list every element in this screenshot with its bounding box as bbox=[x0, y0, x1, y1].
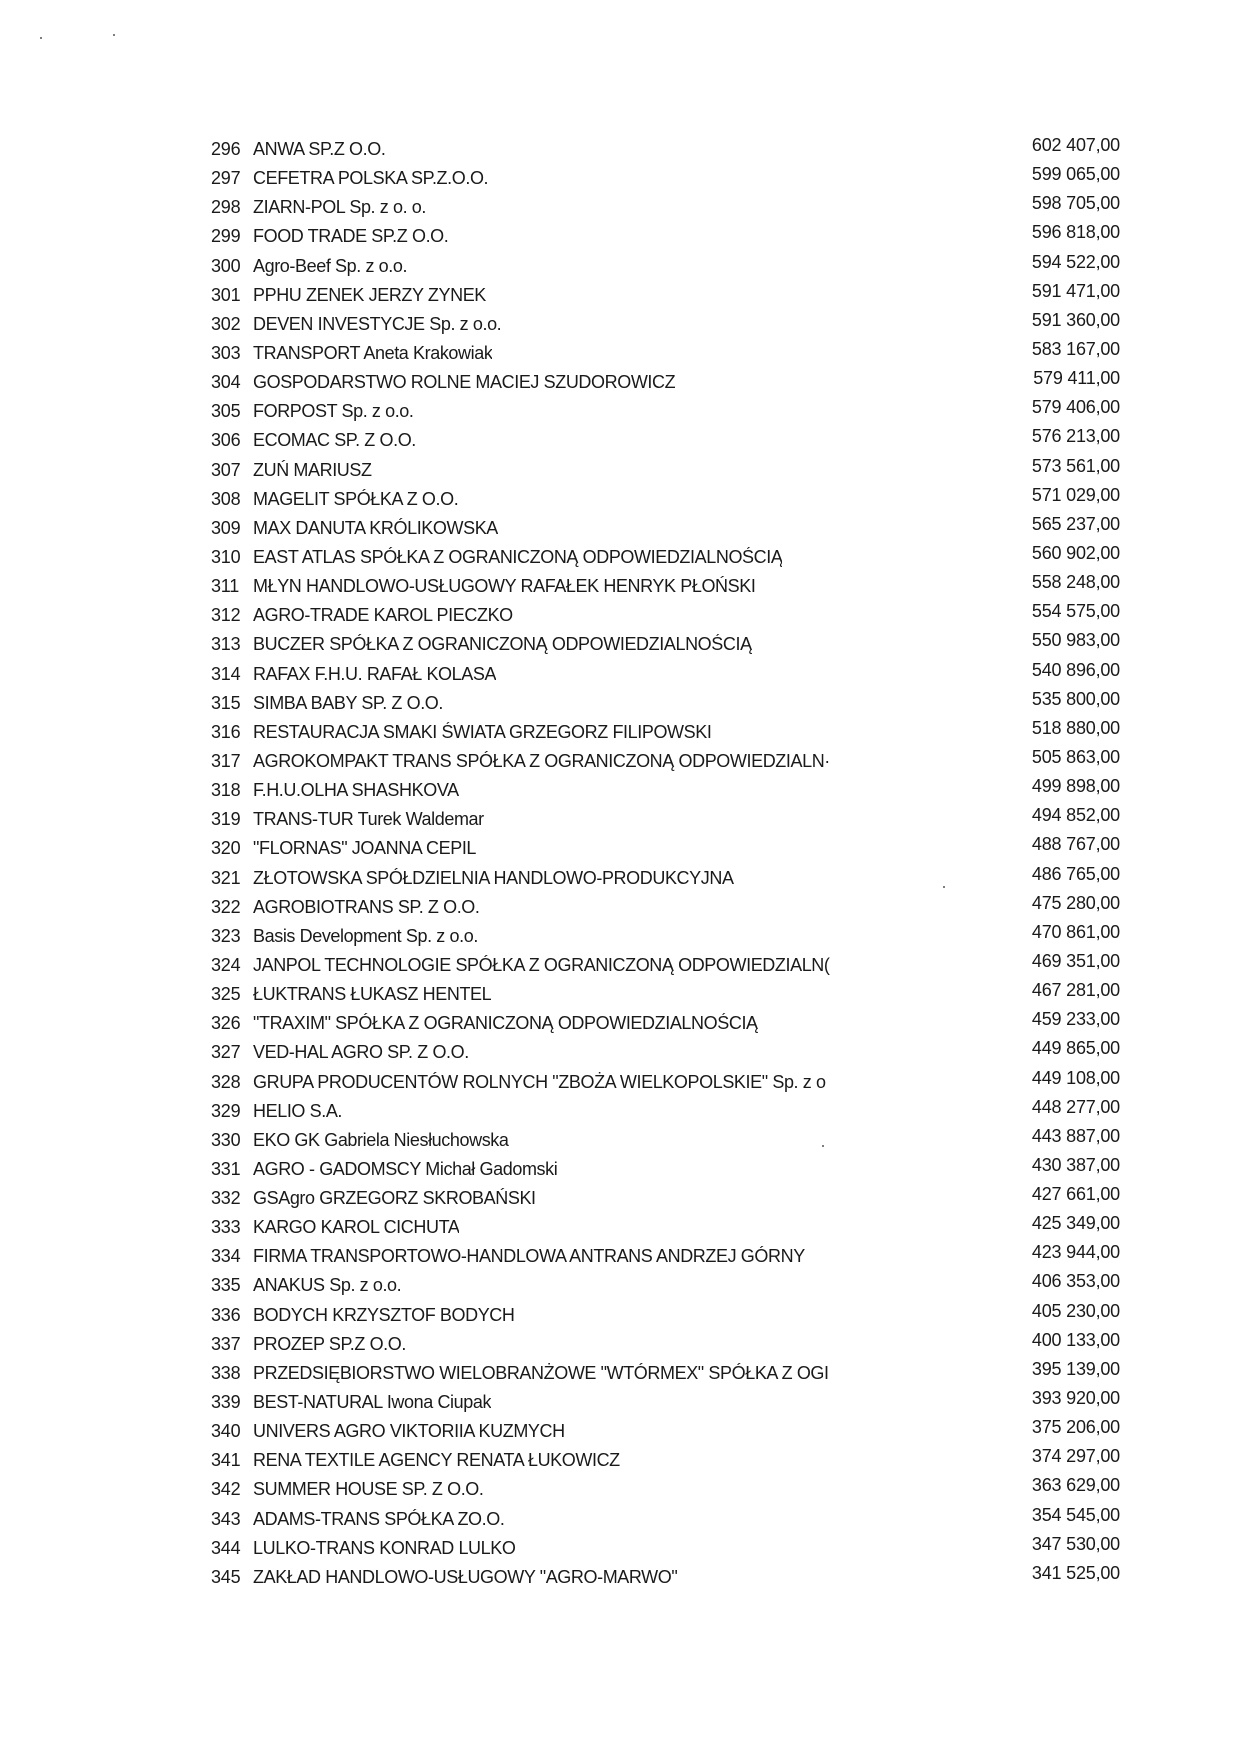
list-row bbox=[0, 1009, 1240, 1038]
amount-value: 499 898,00 bbox=[1031, 776, 1120, 797]
company-name: LULKO-TRANS KONRAD LULKO bbox=[253, 1537, 516, 1558]
row-number: 320 bbox=[211, 838, 241, 859]
row-number: 313 bbox=[211, 634, 241, 655]
company-name: CEFETRA POLSKA SP.Z.O.O. bbox=[253, 168, 489, 189]
company-name: JANPOL TECHNOLOGIE SPÓŁKA Z OGRANICZONĄ ODPOWIEDZIALN( bbox=[253, 954, 830, 975]
list-row bbox=[0, 1475, 1240, 1504]
list-row bbox=[0, 834, 1240, 863]
company-name: GSAgro GRZEGORZ SKROBAŃSKI bbox=[253, 1188, 536, 1209]
list-row bbox=[0, 1359, 1240, 1388]
row-number: 296 bbox=[211, 139, 241, 159]
row-number: 311 bbox=[211, 576, 240, 597]
company-name: "TRAXIM" SPÓŁKA Z OGRANICZONĄ ODPOWIEDZIALNOŚCIĄ bbox=[253, 1013, 758, 1034]
row-number: 308 bbox=[211, 488, 241, 509]
company-name: MAX DANUTA KRÓLIKOWSKA bbox=[253, 517, 498, 538]
row-number: 327 bbox=[211, 1042, 241, 1063]
row-number: 298 bbox=[211, 197, 241, 218]
amount-value: 591 471,00 bbox=[1031, 280, 1120, 301]
company-name: ZUŃ MARIUSZ bbox=[253, 459, 372, 480]
row-number: 321 bbox=[211, 867, 241, 888]
company-name: "FLORNAS" JOANNA CEPIL bbox=[253, 838, 477, 859]
amount-value: 594 522,00 bbox=[1031, 251, 1120, 272]
company-name: ŁUKTRANS ŁUKASZ HENTEL bbox=[253, 984, 492, 1005]
amount-value: 347 530,00 bbox=[1031, 1533, 1120, 1554]
company-name: TRANSPORT Aneta Krakowiak bbox=[253, 342, 493, 363]
row-number: 329 bbox=[211, 1100, 241, 1121]
amount-value: 449 108,00 bbox=[1031, 1067, 1120, 1088]
company-name: ZAKŁAD HANDLOWO-USŁUGOWY "AGRO-MARWO" bbox=[253, 1566, 678, 1587]
company-name: ZŁOTOWSKA SPÓŁDZIELNIA HANDLOWO-PRODUKCYJNA bbox=[253, 867, 734, 888]
row-number: 341 bbox=[211, 1450, 241, 1471]
amount-value: 583 167,00 bbox=[1031, 338, 1120, 359]
row-number: 339 bbox=[211, 1392, 241, 1413]
amount-value: 430 387,00 bbox=[1031, 1154, 1120, 1175]
amount-value: 423 944,00 bbox=[1031, 1242, 1120, 1263]
amount-value: 571 029,00 bbox=[1031, 484, 1120, 505]
list-row bbox=[0, 1184, 1240, 1213]
row-number: 303 bbox=[211, 342, 241, 363]
list-row bbox=[0, 1242, 1240, 1271]
row-number: 344 bbox=[211, 1537, 241, 1558]
list-row bbox=[0, 718, 1240, 747]
list-row bbox=[0, 1213, 1240, 1242]
row-number: 328 bbox=[211, 1071, 241, 1092]
company-name: BODYCH KRZYSZTOF BODYCH bbox=[253, 1304, 515, 1325]
company-name: EAST ATLAS SPÓŁKA Z OGRANICZONĄ ODPOWIEDZIALNOŚCIĄ bbox=[253, 546, 783, 567]
list-row bbox=[0, 864, 1240, 893]
amount-value: 354 545,00 bbox=[1031, 1504, 1120, 1525]
company-name: F.H.U.OLHA SHASHKOVA bbox=[253, 780, 459, 801]
amount-value: 443 887,00 bbox=[1031, 1125, 1120, 1146]
company-name: PPHU ZENEK JERZY ZYNEK bbox=[253, 284, 486, 305]
company-name: RAFAX F.H.U. RAFAŁ KOLASA bbox=[253, 663, 497, 684]
row-number: 302 bbox=[211, 313, 241, 334]
list-row bbox=[0, 164, 1240, 193]
company-name: DEVEN INVESTYCJE Sp. z o.o. bbox=[253, 313, 502, 334]
company-name: HELIO S.A. bbox=[253, 1100, 343, 1121]
amount-value: 579 406,00 bbox=[1031, 397, 1120, 418]
amount-value: 558 248,00 bbox=[1031, 572, 1120, 593]
list-row bbox=[0, 397, 1240, 426]
amount-value: 475 280,00 bbox=[1031, 892, 1120, 913]
amount-value: 579 411,00 bbox=[1033, 368, 1120, 389]
amount-value: 427 661,00 bbox=[1031, 1184, 1120, 1205]
row-number: 312 bbox=[211, 605, 241, 626]
row-number: 304 bbox=[211, 372, 241, 393]
company-name: RESTAURACJA SMAKI ŚWIATA GRZEGORZ FILIPOWSKI bbox=[253, 721, 712, 742]
row-number: 309 bbox=[211, 517, 241, 538]
company-name: Basis Development Sp. z o.o. bbox=[253, 925, 478, 946]
list-row bbox=[0, 514, 1240, 543]
row-number: 305 bbox=[211, 401, 241, 422]
company-name: FOOD TRADE SP.Z O.O. bbox=[253, 226, 449, 247]
company-name: PRZEDSIĘBIORSTWO WIELOBRANŻOWE "WTÓRMEX" SPÓŁKA Z OGI bbox=[253, 1362, 829, 1383]
company-amount-list bbox=[0, 135, 1240, 1592]
amount-value: 470 861,00 bbox=[1031, 921, 1120, 942]
amount-value: 576 213,00 bbox=[1031, 426, 1120, 447]
company-name: SUMMER HOUSE SP. Z O.O. bbox=[253, 1479, 484, 1500]
list-row bbox=[0, 805, 1240, 834]
list-row bbox=[0, 222, 1240, 251]
amount-value: 374 297,00 bbox=[1031, 1446, 1120, 1467]
company-name: GRUPA PRODUCENTÓW ROLNYCH "ZBOŻA WIELKOPOLSKIE" Sp. z o bbox=[253, 1071, 826, 1092]
company-name: AGRO-TRADE KAROL PIECZKO bbox=[253, 605, 513, 626]
amount-value: 599 065,00 bbox=[1031, 164, 1120, 185]
list-row bbox=[0, 1038, 1240, 1067]
row-number: 319 bbox=[211, 809, 241, 830]
company-name: SIMBA BABY SP. Z O.O. bbox=[253, 692, 444, 713]
amount-value: 406 353,00 bbox=[1031, 1271, 1120, 1292]
row-number: 323 bbox=[211, 925, 241, 946]
list-row bbox=[0, 368, 1240, 397]
amount-value: 395 139,00 bbox=[1031, 1358, 1120, 1379]
row-number: 316 bbox=[211, 721, 241, 742]
row-number: 325 bbox=[211, 984, 241, 1005]
scan-speck bbox=[113, 34, 115, 36]
amount-value: 565 237,00 bbox=[1031, 513, 1120, 534]
company-name: PROZEP SP.Z O.O. bbox=[253, 1333, 406, 1354]
list-row bbox=[0, 1126, 1240, 1155]
amount-value: 405 230,00 bbox=[1031, 1300, 1120, 1321]
company-name: BEST-NATURAL Iwona Ciupak bbox=[253, 1392, 492, 1413]
list-row bbox=[0, 1388, 1240, 1417]
amount-value: 518 880,00 bbox=[1031, 717, 1120, 738]
amount-value: 494 852,00 bbox=[1031, 805, 1120, 826]
list-row bbox=[0, 1505, 1240, 1534]
list-row bbox=[0, 1301, 1240, 1330]
list-row bbox=[0, 660, 1240, 689]
row-number: 338 bbox=[211, 1362, 241, 1383]
company-name: EKO GK Gabriela Niesłuchowska bbox=[253, 1129, 509, 1150]
amount-value: 467 281,00 bbox=[1031, 980, 1120, 1001]
scan-speck bbox=[40, 37, 42, 39]
amount-value: 488 767,00 bbox=[1031, 834, 1120, 855]
amount-value: 448 277,00 bbox=[1031, 1096, 1120, 1117]
company-name: ECOMAC SP. Z O.O. bbox=[253, 430, 416, 451]
company-name: AGROKOMPAKT TRANS SPÓŁKA Z OGRANICZONĄ ODPOWIEDZIALN· bbox=[253, 750, 830, 771]
list-row bbox=[0, 135, 1240, 164]
company-name: GOSPODARSTWO ROLNE MACIEJ SZUDOROWICZ bbox=[253, 372, 676, 393]
company-name: ZIARN-POL Sp. z o. o. bbox=[253, 197, 426, 218]
company-name: BUCZER SPÓŁKA Z OGRANICZONĄ ODPOWIEDZIALNOŚCIĄ bbox=[253, 634, 752, 655]
amount-value: 602 407,00 bbox=[1031, 135, 1120, 155]
amount-value: 505 863,00 bbox=[1031, 746, 1120, 767]
list-row bbox=[0, 456, 1240, 485]
company-name: VED-HAL AGRO SP. Z O.O. bbox=[253, 1042, 469, 1063]
company-name: RENA TEXTILE AGENCY RENATA ŁUKOWICZ bbox=[253, 1450, 620, 1471]
company-name: AGRO - GADOMSCY Michał Gadomski bbox=[253, 1158, 558, 1179]
list-row bbox=[0, 543, 1240, 572]
list-row bbox=[0, 281, 1240, 310]
amount-value: 550 983,00 bbox=[1031, 630, 1120, 651]
row-number: 331 bbox=[211, 1158, 241, 1179]
row-number: 345 bbox=[211, 1566, 241, 1587]
amount-value: 540 896,00 bbox=[1031, 659, 1120, 680]
list-row bbox=[0, 776, 1240, 805]
amount-value: 591 360,00 bbox=[1031, 309, 1120, 330]
list-row bbox=[0, 252, 1240, 281]
row-number: 322 bbox=[211, 896, 241, 917]
list-row bbox=[0, 747, 1240, 776]
row-number: 315 bbox=[211, 692, 241, 713]
row-number: 337 bbox=[211, 1333, 241, 1354]
row-number: 317 bbox=[211, 750, 241, 771]
list-row bbox=[0, 1097, 1240, 1126]
list-row bbox=[0, 630, 1240, 659]
row-number: 342 bbox=[211, 1479, 241, 1500]
list-row bbox=[0, 689, 1240, 718]
company-name: UNIVERS AGRO VIKTORIIA KUZMYCH bbox=[253, 1421, 565, 1442]
list-row bbox=[0, 951, 1240, 980]
row-number: 307 bbox=[211, 459, 241, 480]
row-number: 334 bbox=[211, 1246, 241, 1267]
row-number: 300 bbox=[211, 255, 241, 276]
list-row bbox=[0, 485, 1240, 514]
list-row bbox=[0, 193, 1240, 222]
company-name: ANAKUS Sp. z o.o. bbox=[253, 1275, 402, 1296]
list-row bbox=[0, 1446, 1240, 1475]
row-number: 310 bbox=[211, 546, 241, 567]
amount-value: 393 920,00 bbox=[1031, 1388, 1120, 1409]
row-number: 318 bbox=[211, 780, 241, 801]
company-name: MAGELIT SPÓŁKA Z O.O. bbox=[253, 488, 459, 509]
list-row bbox=[0, 980, 1240, 1009]
list-row bbox=[0, 339, 1240, 368]
amount-value: 375 206,00 bbox=[1031, 1417, 1120, 1438]
list-row bbox=[0, 310, 1240, 339]
list-row bbox=[0, 922, 1240, 951]
amount-value: 400 133,00 bbox=[1031, 1329, 1120, 1350]
company-name: ADAMS-TRANS SPÓŁKA ZO.O. bbox=[253, 1508, 505, 1529]
row-number: 336 bbox=[211, 1304, 241, 1325]
company-name: MŁYN HANDLOWO-USŁUGOWY RAFAŁEK HENRYK PŁOŃSKI bbox=[253, 576, 756, 597]
amount-value: 554 575,00 bbox=[1031, 601, 1120, 622]
amount-value: 341 525,00 bbox=[1031, 1562, 1120, 1583]
row-number: 324 bbox=[211, 954, 241, 975]
row-number: 326 bbox=[211, 1013, 241, 1034]
list-row bbox=[0, 1271, 1240, 1300]
row-number: 332 bbox=[211, 1188, 241, 1209]
row-number: 343 bbox=[211, 1508, 241, 1529]
company-name: TRANS-TUR Turek Waldemar bbox=[253, 809, 484, 830]
company-name: Agro-Beef Sp. z o.o. bbox=[253, 255, 408, 276]
row-number: 333 bbox=[211, 1217, 241, 1238]
amount-value: 486 765,00 bbox=[1031, 863, 1120, 884]
company-name: KARGO KAROL CICHUTA bbox=[253, 1217, 460, 1238]
amount-value: 560 902,00 bbox=[1031, 542, 1120, 563]
list-row bbox=[0, 601, 1240, 630]
company-name: FORPOST Sp. z o.o. bbox=[253, 401, 414, 422]
amount-value: 449 865,00 bbox=[1031, 1038, 1120, 1059]
amount-value: 363 629,00 bbox=[1031, 1475, 1120, 1496]
list-row bbox=[0, 1417, 1240, 1446]
amount-value: 425 349,00 bbox=[1031, 1213, 1120, 1234]
row-number: 340 bbox=[211, 1421, 241, 1442]
list-row bbox=[0, 572, 1240, 601]
row-number: 330 bbox=[211, 1129, 241, 1150]
row-number: 301 bbox=[211, 284, 241, 305]
list-row bbox=[0, 1155, 1240, 1184]
amount-value: 535 800,00 bbox=[1031, 688, 1120, 709]
list-row bbox=[0, 426, 1240, 455]
amount-value: 596 818,00 bbox=[1031, 222, 1120, 243]
company-name: ANWA SP.Z O.O. bbox=[253, 139, 386, 159]
company-name: AGROBIOTRANS SP. Z O.O. bbox=[253, 896, 480, 917]
amount-value: 598 705,00 bbox=[1031, 193, 1120, 214]
list-row bbox=[0, 1068, 1240, 1097]
amount-value: 573 561,00 bbox=[1031, 455, 1120, 476]
list-row bbox=[0, 893, 1240, 922]
list-row bbox=[0, 1330, 1240, 1359]
company-name: FIRMA TRANSPORTOWO-HANDLOWA ANTRANS ANDRZEJ GÓRNY bbox=[253, 1246, 805, 1267]
amount-value: 459 233,00 bbox=[1031, 1009, 1120, 1030]
list-row bbox=[0, 1563, 1240, 1592]
row-number: 314 bbox=[211, 663, 241, 684]
row-number: 299 bbox=[211, 226, 241, 247]
row-number: 335 bbox=[211, 1275, 241, 1296]
list-row bbox=[0, 1534, 1240, 1563]
row-number: 306 bbox=[211, 430, 241, 451]
row-number: 297 bbox=[211, 168, 241, 189]
amount-value: 469 351,00 bbox=[1031, 950, 1120, 971]
